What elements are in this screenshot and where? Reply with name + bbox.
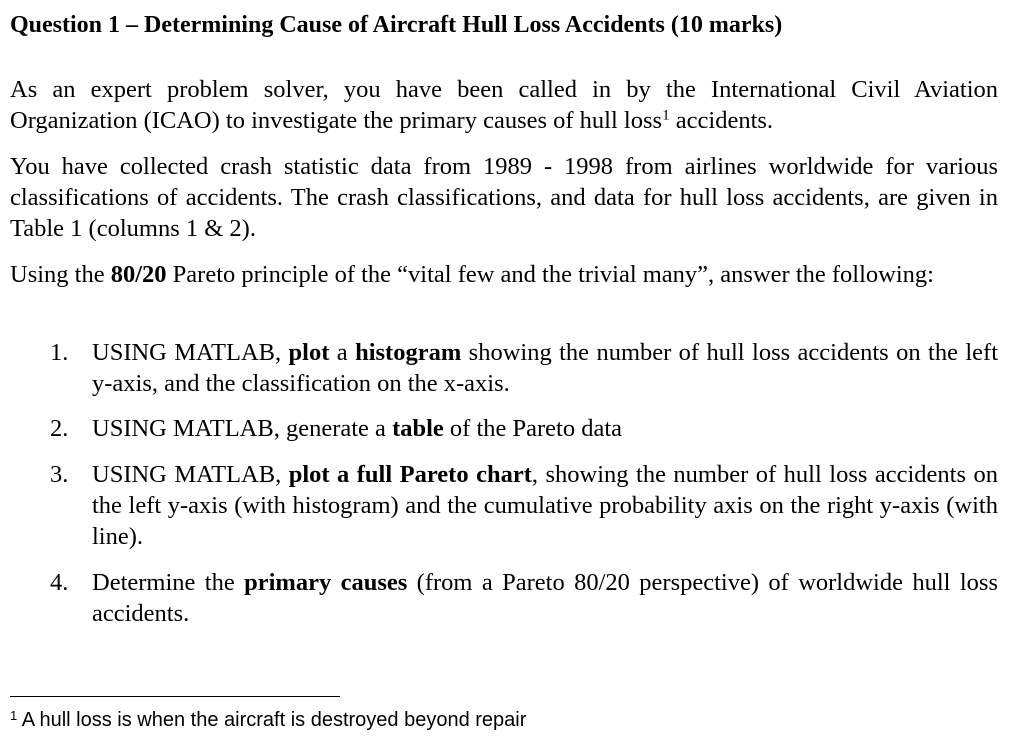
footnote-reference: 1 xyxy=(662,106,670,124)
footnote-marker: 1 xyxy=(10,708,18,724)
list-item xyxy=(50,567,998,629)
list-item-text: Determine the primary causes (from a Pareto 80/20 perspective) of worldwide hull loss accidents. xyxy=(92,569,998,627)
intro-paragraph xyxy=(10,74,998,136)
footnote-text: A hull loss is when the aircraft is destroyed beyond repair xyxy=(17,709,527,731)
data-paragraph: You have collected crash statistic data from 1989 - 1998 from airlines worldwide for various classifications of accidents. The crash classifications, and data for hull loss accidents, are given in Table 1 (columns 1 & 2). xyxy=(10,153,998,242)
instruction-paragraph xyxy=(10,259,998,290)
list-item xyxy=(50,413,998,444)
list-item-text: USING MATLAB, plot a full Pareto chart, showing the number of hull loss accidents on the left y-axis (with histogram) and the cumulative probability axis on the right y-axis (with line). xyxy=(92,461,999,550)
list-item xyxy=(50,459,998,552)
intro-text-end: accidents. xyxy=(669,107,774,134)
list-item-number: 4. xyxy=(50,569,69,596)
list-item xyxy=(50,337,998,399)
question-title: Question 1 – Determining Cause of Aircraft Hull Loss Accidents (10 marks) xyxy=(10,12,783,38)
list-item-number: 2. xyxy=(50,415,69,442)
list-item-text: USING MATLAB, generate a table of the Pareto data xyxy=(92,415,623,442)
list-item-number: 1. xyxy=(50,339,69,366)
list-item-text: USING MATLAB, plot a histogram showing the number of hull loss accidents on the left y-axis, and the classification on the x-axis. xyxy=(92,339,999,397)
footnote xyxy=(10,707,526,733)
list-item-number: 3. xyxy=(50,461,69,488)
instruction-text-end: Pareto principle of the “vital few and the trivial many”, answer the following: xyxy=(166,261,934,288)
intro-text: As an expert problem solver, you have been called in by the International Civil Aviation Organization (ICAO) to investigate the primary causes of hull loss xyxy=(10,76,998,134)
instruction-text-start: Using the xyxy=(10,261,111,288)
footnote-separator xyxy=(10,696,340,697)
pareto-ratio: 80/20 xyxy=(110,261,167,288)
